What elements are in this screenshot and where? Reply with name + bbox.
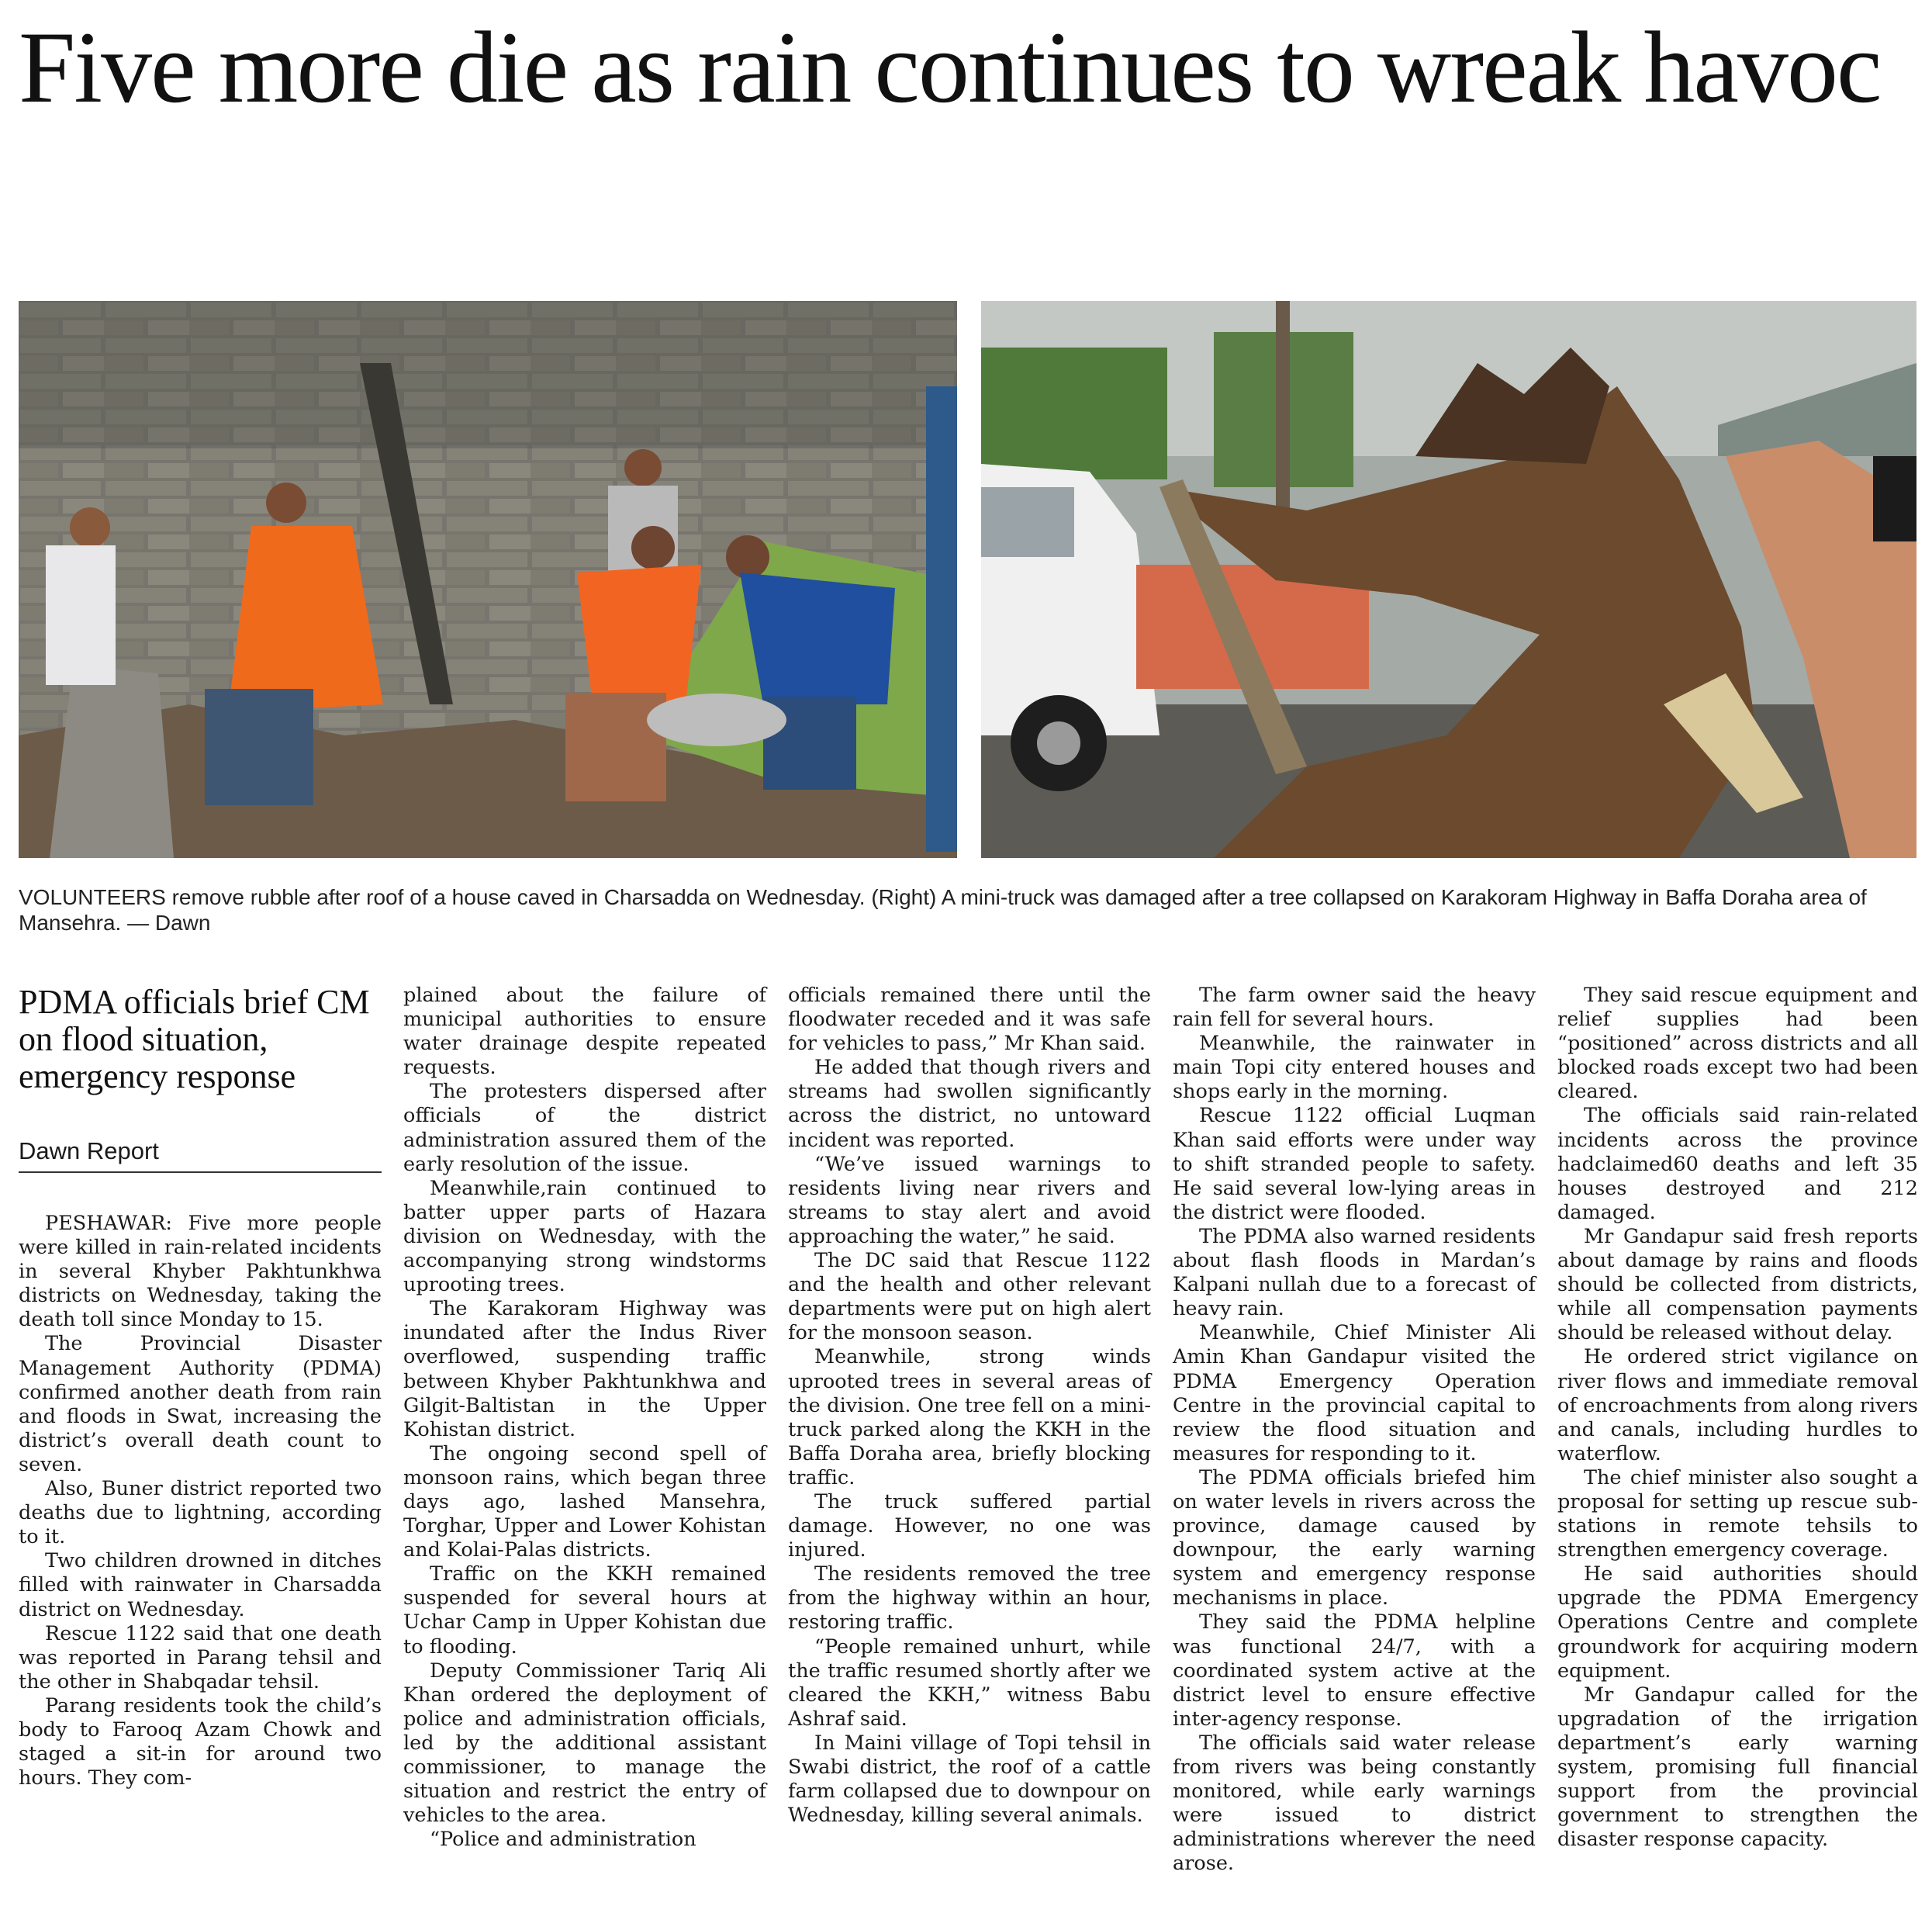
paragraph: In Maini village of Topi tehsil in Swabi district, the roof of a cattle farm collapsed due to downpour on Wednesday, killing several animals. (788, 1731, 1151, 1828)
article-column-3 (788, 984, 1151, 1828)
photo-minitruck-fallen-tree (981, 301, 1916, 858)
photo-volunteers-rubble (19, 301, 957, 858)
paragraph: “People remained unhurt, while the traffic resumed shortly after we cleared the KKH,” witness Babu Ashraf said. (788, 1635, 1151, 1731)
paragraph: He said authorities should upgrade the PDMA Emergency Operations Centre and complete groundwork for acquiring modern equipment. (1557, 1562, 1918, 1683)
paragraph: The officials said rain-related incidents across the province hadclaimed60 deaths and left 35 houses destroyed and 212 damaged. (1557, 1104, 1918, 1224)
paragraph: PESHAWAR: Five more people were killed in rain-related incidents in several Khyber Pakhtunkhwa districts on Wednesday, taking the death toll since Monday to 15. (19, 1212, 382, 1332)
paragraph: “Police and administration (430, 1828, 696, 1852)
paragraph: They said rescue equipment and relief supplies had been “positioned” across districts and all blocked roads except two had been cleared. (1557, 984, 1918, 1104)
paragraph: The protesters dispersed after officials of the district administration assured them of the early resolution of the issue. (403, 1080, 766, 1176)
paragraph: The officials said water release from rivers was being constantly monitored, while early warnings were issued to district administrations wherever the need arose. (1173, 1731, 1536, 1876)
paragraph: Parang residents took the child’s body to Farooq Azam Chowk and staged a sit-in for around two hours. They com- (19, 1693, 382, 1790)
article-column-2 (403, 984, 766, 1852)
paragraph: Traffic on the KKH remained suspended for several hours at Uchar Camp in Upper Kohistan due to flooding. (403, 1562, 766, 1659)
paragraph: The farm owner said the heavy rain fell for several hours. (1173, 984, 1536, 1032)
photo-volunteers-rubble-image (19, 301, 957, 858)
paragraph: The Karakoram Highway was inundated after the Indus River overflowed, suspending traffic between Khyber Pakhtunkhwa and Gilgit-Baltistan in the Upper Kohistan district. (403, 1297, 766, 1441)
article-column-4 (1173, 984, 1536, 1876)
paragraph: The ongoing second spell of monsoon rains, which began three days ago, lashed Mansehra, Torghar, Upper and Lower Kohistan and Kolai-Palas districts. (403, 1441, 766, 1562)
paragraph: They said the PDMA helpline was functional 24/7, with a coordinated system active at the district level to ensure effective inter-agency response. (1173, 1610, 1536, 1731)
paragraph: plained about the failure of municipal authorities to ensure water drainage despite repeated requests. (403, 984, 766, 1080)
article-column-5 (1557, 984, 1918, 1852)
article-column-1 (19, 984, 382, 1790)
paragraph: The DC said that Rescue 1122 and the health and other relevant departments were put on high alert for the monsoon season. (788, 1249, 1151, 1345)
paragraph: The residents removed the tree from the highway within an hour, restoring traffic. (788, 1562, 1151, 1635)
paragraph: “We’ve issued warnings to residents living near rivers and streams to stay alert and avoid approaching the water,” he said. (788, 1152, 1151, 1248)
article-subhead: PDMA officials brief CM on flood situation, emergency response (19, 983, 370, 1095)
paragraph: The truck suffered partial damage. However, no one was injured. (788, 1489, 1151, 1562)
paragraph: Deputy Commissioner Tariq Ali Khan ordered the deployment of police and administration officials, led by the additional assistant commissioner, to manage the situation and restrict the entry of vehicles to the area. (403, 1659, 766, 1828)
paragraph: Mr Gandapur called for the upgradation of the irrigation department’s early warning system, promising full financial support from the provincial government to strengthen the disaster response capacity. (1557, 1683, 1918, 1852)
paragraph: Two children drowned in ditches filled with rainwater in Charsadda district on Wednesday. (19, 1549, 382, 1621)
paragraph: The chief minister also sought a proposal for setting up rescue sub-stations in remote tehsils to strengthen emergency coverage. (1557, 1465, 1918, 1562)
paragraph: Also, Buner district reported two deaths due to lightning, according to it. (19, 1477, 382, 1549)
photo-minitruck-fallen-tree-image (981, 301, 1916, 858)
paragraph: The PDMA also warned residents about flash floods in Mardan’s Kalpani nullah due to a forecast of heavy rain. (1173, 1224, 1536, 1321)
photo-caption: VOLUNTEERS remove rubble after roof of a house caved in Charsadda on Wednesday. (Right) A mini-truck was damaged after a tree collapsed on Karakoram Highway in Baffa Doraha area of Mansehra. — Dawn (19, 885, 1867, 935)
paragraph: Meanwhile, strong winds uprooted trees in several areas of the division. One tree fell on a mini-truck parked along the KKH in the Baffa Doraha area, briefly blocking traffic. (788, 1345, 1151, 1489)
paragraph: He ordered strict vigilance on river flows and immediate removal of encroachments from along rivers and canals, including hurdles to waterflow. (1557, 1345, 1918, 1465)
paragraph: officials remained there until the floodwater receded and it was safe for vehicles to pass,” Mr Khan said. (788, 984, 1151, 1056)
paragraph: He added that though rivers and streams had swollen significantly across the district, no untoward incident was reported. (788, 1056, 1151, 1152)
paragraph: The Provincial Disaster Management Authority (PDMA) confirmed another death from rain and floods in Swat, increasing the district’s overall death count to seven. (19, 1332, 382, 1476)
paragraph: Meanwhile,rain continued to batter upper parts of Hazara division on Wednesday, with the accompanying strong windstorms uprooting trees. (403, 1176, 766, 1297)
byline: Dawn Report (19, 1137, 382, 1173)
paragraph: Rescue 1122 said that one death was reported in Parang tehsil and the other in Shabqadar tehsil. (19, 1621, 382, 1693)
paragraph: Meanwhile, the rainwater in main Topi city entered houses and shops early in the morning. (1173, 1032, 1536, 1104)
paragraph: Meanwhile, Chief Minister Ali Amin Khan Gandapur visited the PDMA Emergency Operation Centre in the provincial capital to review the flood situation and measures for responding to it. (1173, 1321, 1536, 1465)
paragraph: Rescue 1122 official Luqman Khan said efforts were under way to shift stranded people to safety. He said several low-lying areas in the district were flooded. (1173, 1104, 1536, 1224)
paragraph: Mr Gandapur said fresh reports about damage by rains and floods should be collected from districts, while all compensation payments should be released without delay. (1557, 1224, 1918, 1345)
headline: Five more die as rain continues to wreak havoc (19, 10, 1881, 124)
paragraph: The PDMA officials briefed him on water levels in rivers across the province, damage caused by downpour, the early warning system and emergency response mechanisms in place. (1173, 1465, 1536, 1610)
